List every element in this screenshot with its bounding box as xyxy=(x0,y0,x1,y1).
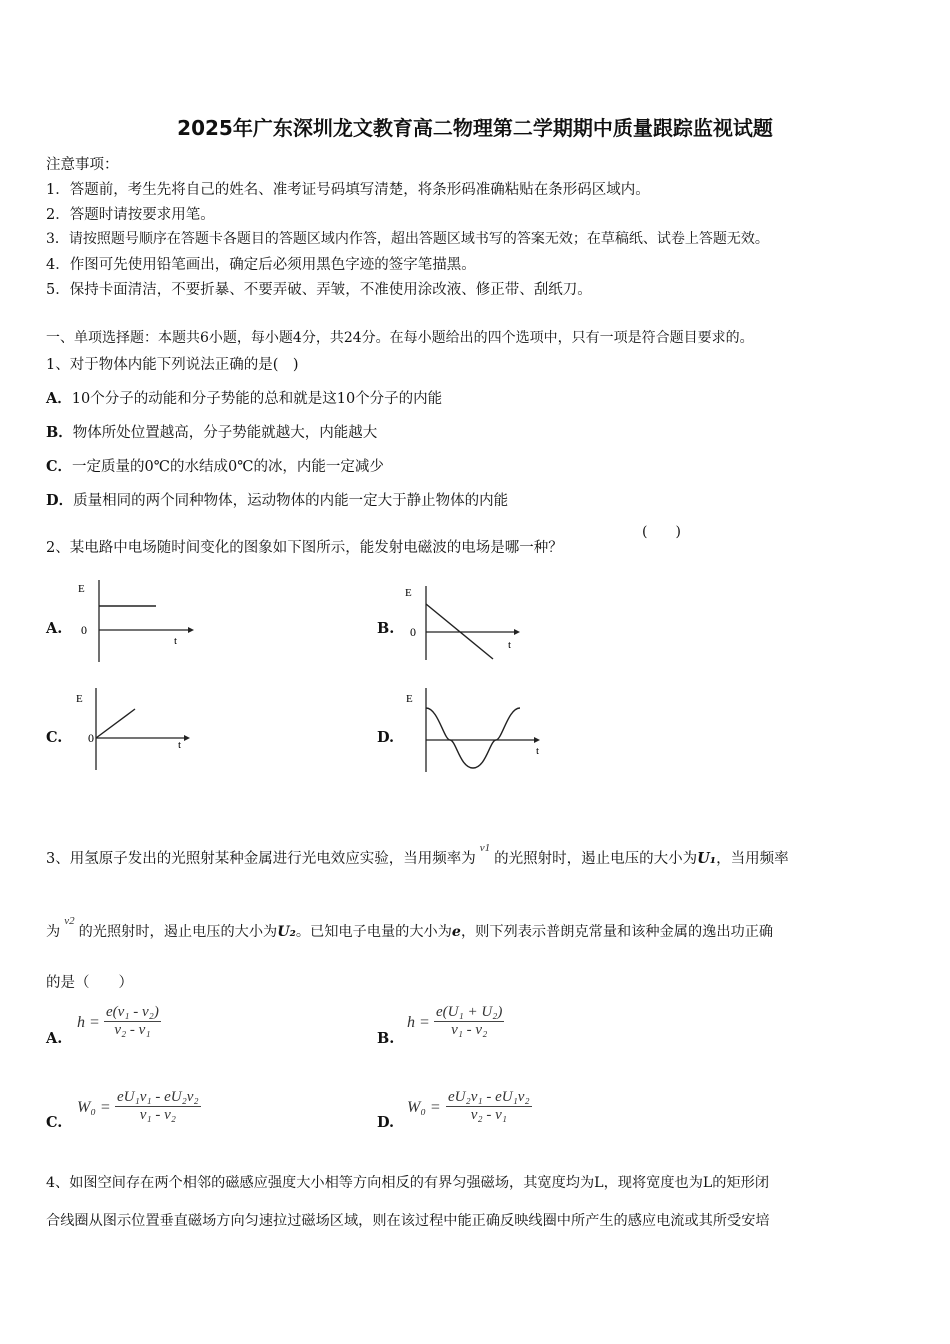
q3-line-3: 的是（ ） xyxy=(46,975,133,991)
u2-symbol: U₂ xyxy=(277,924,296,940)
origin-label: 0 xyxy=(81,623,87,637)
option-text: 一定质量的0℃的水结成0℃的冰，内能一定减少 xyxy=(72,459,384,475)
formula-c-numerator: eU₁ν₁ - eU₂ν₂ xyxy=(117,1089,199,1105)
formula-c-fraction xyxy=(115,1089,201,1124)
q1-stem: 1、对于物体内能下列说法正确的是( ) xyxy=(46,357,299,373)
x-arrow xyxy=(534,737,540,743)
option-letter: C． xyxy=(46,458,73,475)
q3-letter-b: B. xyxy=(377,1030,395,1047)
axis-t-label: t xyxy=(536,745,540,757)
q1-option-b xyxy=(46,421,377,442)
q4-line-2: 合线圈从图示位置垂直磁场方向匀速拉过磁场区域，则在该过程中能正确反映线圈中所产生的感应电流或其所受安培 xyxy=(46,1213,770,1229)
notice-heading: 注意事项： xyxy=(46,157,119,173)
u1-symbol: U₁ xyxy=(697,850,717,867)
q2-answer-paren: ( ) xyxy=(642,524,681,540)
graph-a xyxy=(70,578,200,668)
increasing-line xyxy=(96,709,135,738)
x-arrow xyxy=(514,629,520,635)
notice-item: 4．作图可先使用铅笔画出，确定后必须用黑色字迹的签字笔描黑。 xyxy=(46,257,476,273)
nu2-symbol: ν2 xyxy=(64,915,75,927)
q2-stem: 2、某电路中电场随时间变化的图象如下图所示，能发射电磁波的电场是哪一种？ xyxy=(46,540,563,556)
q2-letter-c: C. xyxy=(46,729,63,746)
q3-text: ，当用频率 xyxy=(716,851,789,867)
q3-text: 的光照射时，遏止电压的大小为 xyxy=(494,851,698,867)
q2-letter-b: B. xyxy=(377,620,395,637)
option-text: 物体所处位置越高，分子势能就越大，内能越大 xyxy=(72,425,378,441)
notice-item: 5．保持卡面清洁，不要折暴、不要弄破、弄皱，不准使用涂改液、修正带、刮纸刀。 xyxy=(46,282,592,298)
formula-a-denominator: ν₂ - ν₁ xyxy=(114,1022,151,1038)
axis-t-label: t xyxy=(508,639,512,651)
axis-e-label: E xyxy=(406,693,413,705)
formula-d-lhs: W₀ = xyxy=(407,1099,441,1116)
q3-letter-d: D. xyxy=(377,1114,395,1131)
formula-c-lhs: W₀ = xyxy=(77,1099,111,1116)
q3-line-1 xyxy=(46,842,789,868)
graph-d xyxy=(398,686,548,776)
formula-d-numerator: eU₂ν₁ - eU₁ν₂ xyxy=(448,1089,530,1105)
notice-item: 2．答题时请按要求用笔。 xyxy=(46,207,215,223)
formula-b-denominator: ν₁ - ν₂ xyxy=(451,1022,488,1038)
graph-c xyxy=(70,686,200,772)
q4-line-1: 4、如图空间存在两个相邻的磁感应强度大小相等方向相反的有界匀强磁场，其宽度均为L，现将宽度也为L的矩形闭 xyxy=(46,1175,770,1191)
formula-d-fraction xyxy=(446,1089,532,1124)
option-letter: B． xyxy=(46,424,73,441)
option-text: 10个分子的动能和分子势能的总和就是这10个分子的内能 xyxy=(71,391,443,407)
notice-item: 1．答题前，考生先将自己的姓名、准考证号码填写清楚，将条形码准确粘贴在条形码区域内。 xyxy=(46,182,650,198)
option-text: 质量相同的两个同种物体，运动物体的内能一定大于静止物体的内能 xyxy=(73,493,509,509)
formula-c-denominator: ν₁ - ν₂ xyxy=(139,1107,176,1123)
formula-d-denominator: ν₂ - ν₁ xyxy=(470,1107,507,1123)
graph-b xyxy=(398,582,528,664)
option-letter: A． xyxy=(46,390,72,407)
x-arrow xyxy=(188,627,194,633)
q1-option-c xyxy=(46,455,384,476)
formula-a-fraction xyxy=(104,1004,161,1039)
option-letter: D． xyxy=(46,492,74,509)
page-title: 2025年广东深圳龙文教育高二物理第二学期期中质量跟踪监视试题 xyxy=(177,116,773,140)
q3-text: 为 xyxy=(46,924,61,940)
axis-t-label: t xyxy=(174,635,178,647)
q3-line-2 xyxy=(46,915,774,941)
nu1-symbol: ν1 xyxy=(479,842,491,854)
q1-option-d xyxy=(46,489,508,510)
q2-letter-d: D. xyxy=(377,729,395,746)
formula-b-numerator: e(U₁ + U₂) xyxy=(436,1004,503,1020)
q3-letter-a: A. xyxy=(46,1030,63,1047)
axis-e-label: E xyxy=(78,583,85,595)
axis-e-label: E xyxy=(76,693,83,705)
q1-option-a xyxy=(46,387,442,408)
notice-item: 3．请按照题号顺序在答题卡各题目的答题区域内作答，超出答题区域书写的答案无效；在草稿纸、试卷上答题无效。 xyxy=(46,231,769,247)
q3-text: 的光照射时，遏止电压的大小为 xyxy=(78,924,278,940)
q3-text: 3、用氢原子发出的光照射某种金属进行光电效应实验，当用频率为 xyxy=(46,851,476,867)
section-heading: 一、单项选择题：本题共6小题，每小题4分，共24分。在每小题给出的四个选项中，只有一项是符合题目要求的。 xyxy=(46,330,754,346)
q2-letter-a: A. xyxy=(46,620,63,637)
e-symbol: e xyxy=(451,924,461,940)
formula-b-lhs: h = xyxy=(407,1014,430,1031)
formula-b-fraction xyxy=(434,1004,504,1039)
formula-a-numerator: e(ν₁ - ν₂) xyxy=(106,1004,159,1020)
origin-label: 0 xyxy=(410,625,416,639)
x-arrow xyxy=(184,735,190,741)
sine-curve xyxy=(426,708,520,768)
q3-text: ，则下列表示普朗克常量和该种金属的逸出功正确 xyxy=(460,924,774,940)
formula-a-lhs: h = xyxy=(77,1014,100,1031)
axis-e-label: E xyxy=(405,587,412,599)
q3-letter-c: C. xyxy=(46,1114,63,1131)
origin-label: 0 xyxy=(88,731,94,745)
q3-text: 。已知电子电量的大小为 xyxy=(295,924,452,940)
axis-t-label: t xyxy=(178,739,182,751)
